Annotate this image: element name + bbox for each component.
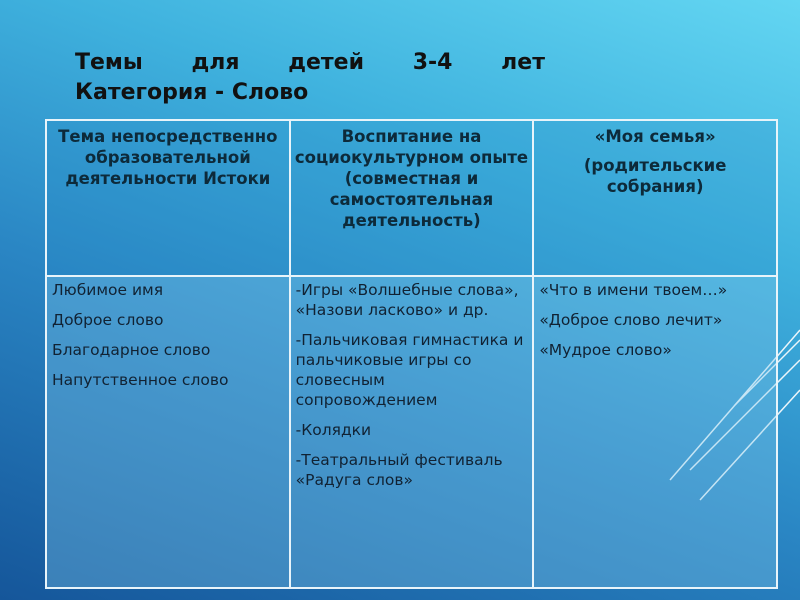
title-word: лет <box>501 50 545 75</box>
cell-item: Доброе слово <box>52 311 164 329</box>
title-word: Темы <box>75 50 143 75</box>
slide-title <box>75 48 545 108</box>
header-cell <box>290 120 534 276</box>
header-text: Тема непосредственно образовательной деятельности Истоки <box>58 127 278 188</box>
title-line-1 <box>75 48 545 78</box>
cell-item: Благодарное слово <box>52 341 211 359</box>
title-line-2: Категория - Слово <box>75 80 309 105</box>
cell-item: -Колядки <box>295 421 372 439</box>
header-text: Воспитание на социокультурном опыте (совместная и самостоятельная деятельность) <box>294 127 529 230</box>
cell-item: -Пальчиковая гимнастика и пальчиковые игры со словесным сопровождением <box>295 331 524 409</box>
title-word: 3-4 <box>412 50 453 75</box>
table-row <box>46 276 777 588</box>
title-word: для <box>191 50 240 75</box>
cell-item: -Театральный фестиваль «Радуга слов» <box>295 451 503 489</box>
body-cell <box>290 276 534 588</box>
header-text: (родительские собрания) <box>583 156 727 196</box>
cell-item: «Доброе слово лечит» <box>539 311 723 329</box>
header-cell <box>46 120 290 276</box>
cell-item: «Что в имени твоем…» <box>539 281 728 299</box>
header-cell <box>533 120 777 276</box>
cell-item: Любимое имя <box>52 281 164 299</box>
cell-item: Напутственное слово <box>52 371 229 389</box>
title-word: детей <box>288 50 365 75</box>
header-text: «Моя семья» <box>594 127 716 146</box>
body-cell <box>46 276 290 588</box>
topics-table <box>45 119 778 589</box>
cell-item: -Игры «Волшебные слова», «Назови ласково» и др. <box>295 281 519 319</box>
table-header-row <box>46 120 777 276</box>
cell-item: «Мудрое слово» <box>539 341 672 359</box>
body-cell <box>533 276 777 588</box>
